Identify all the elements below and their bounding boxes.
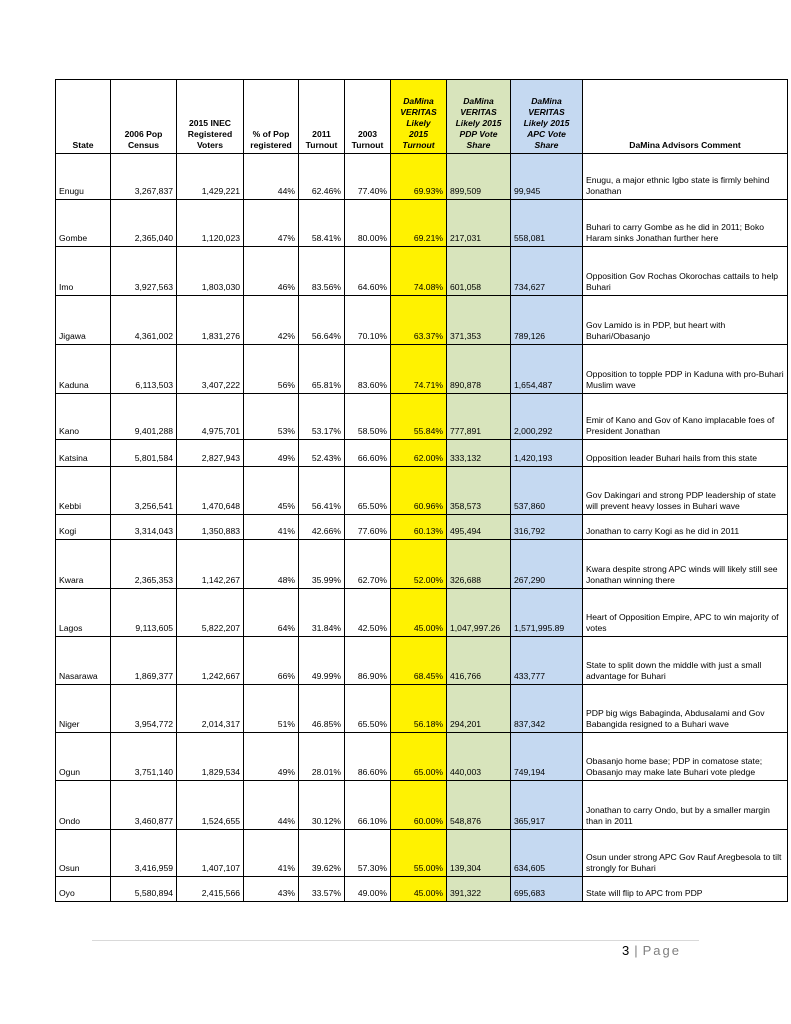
cell-2011-turnout: 62.46% (299, 154, 345, 200)
table-row (56, 830, 788, 877)
header-pop-census: 2006 Pop Census (111, 80, 177, 154)
cell-2011-turnout: 42.66% (299, 515, 345, 540)
cell-comment: Jonathan to carry Ondo, but by a smaller margin than in 2011 (583, 781, 788, 830)
cell-likely-turnout: 60.00% (391, 781, 447, 830)
cell-pdp-vote-share: 548,876 (447, 781, 511, 830)
cell-apc-vote-share: 99,945 (511, 154, 583, 200)
cell-2003-turnout: 77.60% (345, 515, 391, 540)
cell-2003-turnout: 86.90% (345, 637, 391, 685)
table-row (56, 637, 788, 685)
cell-registered-voters: 2,415,566 (177, 877, 244, 902)
cell-apc-vote-share: 267,290 (511, 540, 583, 589)
cell-likely-turnout: 62.00% (391, 440, 447, 467)
cell-registered-voters: 1,120,023 (177, 200, 244, 247)
cell-pct-registered: 42% (244, 296, 299, 345)
cell-comment: Emir of Kano and Gov of Kano implacable foes of President Jonathan (583, 394, 788, 440)
cell-2003-turnout: 70.10% (345, 296, 391, 345)
cell-registered-voters: 1,142,267 (177, 540, 244, 589)
table-row (56, 877, 788, 902)
cell-2003-turnout: 83.60% (345, 345, 391, 394)
cell-registered-voters: 1,350,883 (177, 515, 244, 540)
cell-pop-census: 3,314,043 (111, 515, 177, 540)
cell-comment: Opposition Gov Rochas Okorochas cattails to help Buhari (583, 247, 788, 296)
page-footer (622, 943, 681, 958)
header-advisors-comment: DaMina Advisors Comment (583, 80, 788, 154)
cell-likely-turnout: 60.96% (391, 467, 447, 515)
cell-apc-vote-share: 734,627 (511, 247, 583, 296)
cell-comment: State will flip to APC from PDP (583, 877, 788, 902)
cell-pct-registered: 49% (244, 440, 299, 467)
header-2011-turnout: 2011 Turnout (299, 80, 345, 154)
cell-2011-turnout: 28.01% (299, 733, 345, 781)
cell-pdp-vote-share: 495,494 (447, 515, 511, 540)
cell-pop-census: 3,954,772 (111, 685, 177, 733)
cell-2003-turnout: 57.30% (345, 830, 391, 877)
cell-pct-registered: 41% (244, 515, 299, 540)
cell-registered-voters: 1,470,648 (177, 467, 244, 515)
cell-pdp-vote-share: 333,132 (447, 440, 511, 467)
cell-registered-voters: 2,014,317 (177, 685, 244, 733)
cell-likely-turnout: 55.00% (391, 830, 447, 877)
header-row (56, 80, 788, 154)
table-row (56, 440, 788, 467)
cell-apc-vote-share: 558,081 (511, 200, 583, 247)
cell-pct-registered: 48% (244, 540, 299, 589)
cell-2011-turnout: 56.41% (299, 467, 345, 515)
table-row (56, 296, 788, 345)
page-number: 3 (622, 943, 630, 958)
cell-likely-turnout: 56.18% (391, 685, 447, 733)
cell-pdp-vote-share: 601,058 (447, 247, 511, 296)
cell-pop-census: 3,256,541 (111, 467, 177, 515)
cell-pop-census: 2,365,353 (111, 540, 177, 589)
cell-pct-registered: 46% (244, 247, 299, 296)
header-state: State (56, 80, 111, 154)
cell-comment: Kwara despite strong APC winds will likely still see Jonathan winning there (583, 540, 788, 589)
cell-pdp-vote-share: 416,766 (447, 637, 511, 685)
cell-likely-turnout: 65.00% (391, 733, 447, 781)
cell-2003-turnout: 77.40% (345, 154, 391, 200)
cell-state: Kaduna (56, 345, 111, 394)
cell-apc-vote-share: 1,571,995.89 (511, 589, 583, 637)
cell-likely-turnout: 60.13% (391, 515, 447, 540)
cell-2003-turnout: 80.00% (345, 200, 391, 247)
cell-2011-turnout: 53.17% (299, 394, 345, 440)
cell-comment: Gov Lamido is in PDP, but heart with Buhari/Obasanjo (583, 296, 788, 345)
cell-likely-turnout: 68.45% (391, 637, 447, 685)
cell-2011-turnout: 58.41% (299, 200, 345, 247)
cell-2011-turnout: 52.43% (299, 440, 345, 467)
cell-registered-voters: 5,822,207 (177, 589, 244, 637)
cell-pdp-vote-share: 440,003 (447, 733, 511, 781)
footer-separator: | (634, 943, 638, 958)
cell-state: Kogi (56, 515, 111, 540)
cell-pop-census: 9,401,288 (111, 394, 177, 440)
cell-2003-turnout: 65.50% (345, 685, 391, 733)
cell-comment: Enugu, a major ethnic Igbo state is firmly behind Jonathan (583, 154, 788, 200)
cell-pop-census: 1,869,377 (111, 637, 177, 685)
cell-likely-turnout: 45.00% (391, 877, 447, 902)
cell-pct-registered: 64% (244, 589, 299, 637)
cell-likely-turnout: 55.84% (391, 394, 447, 440)
cell-comment: Osun under strong APC Gov Rauf Aregbesola to tilt strongly for Buhari (583, 830, 788, 877)
cell-2003-turnout: 65.50% (345, 467, 391, 515)
cell-pop-census: 4,361,002 (111, 296, 177, 345)
table-row (56, 515, 788, 540)
page-label: Page (642, 943, 681, 958)
cell-state: Katsina (56, 440, 111, 467)
cell-comment: State to split down the middle with just a small advantage for Buhari (583, 637, 788, 685)
cell-pop-census: 5,580,894 (111, 877, 177, 902)
table-row (56, 685, 788, 733)
cell-apc-vote-share: 1,420,193 (511, 440, 583, 467)
cell-2011-turnout: 65.81% (299, 345, 345, 394)
cell-pct-registered: 44% (244, 781, 299, 830)
cell-2003-turnout: 62.70% (345, 540, 391, 589)
table-row (56, 200, 788, 247)
cell-pdp-vote-share: 1,047,997.26 (447, 589, 511, 637)
cell-state: Kwara (56, 540, 111, 589)
cell-2011-turnout: 49.99% (299, 637, 345, 685)
cell-registered-voters: 1,242,667 (177, 637, 244, 685)
cell-2003-turnout: 86.60% (345, 733, 391, 781)
cell-registered-voters: 1,829,534 (177, 733, 244, 781)
cell-2003-turnout: 58.50% (345, 394, 391, 440)
table-row (56, 154, 788, 200)
cell-pdp-vote-share: 371,353 (447, 296, 511, 345)
cell-apc-vote-share: 837,342 (511, 685, 583, 733)
cell-state: Imo (56, 247, 111, 296)
cell-pop-census: 6,113,503 (111, 345, 177, 394)
cell-2011-turnout: 83.56% (299, 247, 345, 296)
cell-pct-registered: 51% (244, 685, 299, 733)
cell-apc-vote-share: 2,000,292 (511, 394, 583, 440)
cell-state: Jigawa (56, 296, 111, 345)
cell-pdp-vote-share: 139,304 (447, 830, 511, 877)
cell-pdp-vote-share: 777,891 (447, 394, 511, 440)
table-row (56, 589, 788, 637)
header-likely-turnout: DaMina VERITAS Likely 2015 Turnout (391, 80, 447, 154)
header-2003-turnout: 2003 Turnout (345, 80, 391, 154)
cell-comment: PDP big wigs Babaginda, Abdusalami and Gov Babangida resigned to a Buhari wave (583, 685, 788, 733)
cell-comment: Opposition to topple PDP in Kaduna with pro-Buhari Muslim wave (583, 345, 788, 394)
cell-pop-census: 3,927,563 (111, 247, 177, 296)
cell-comment: Obasanjo home base; PDP in comatose state; Obasanjo may make late Buhari vote pledge (583, 733, 788, 781)
cell-likely-turnout: 69.21% (391, 200, 447, 247)
cell-state: Niger (56, 685, 111, 733)
cell-registered-voters: 3,407,222 (177, 345, 244, 394)
cell-state: Kebbi (56, 467, 111, 515)
cell-pop-census: 5,801,584 (111, 440, 177, 467)
election-forecast-table (55, 79, 788, 902)
cell-2011-turnout: 31.84% (299, 589, 345, 637)
header-pdp-vote-share: DaMina VERITAS Likely 2015 PDP Vote Share (447, 80, 511, 154)
cell-pop-census: 3,751,140 (111, 733, 177, 781)
cell-pct-registered: 41% (244, 830, 299, 877)
cell-apc-vote-share: 365,917 (511, 781, 583, 830)
cell-apc-vote-share: 1,654,487 (511, 345, 583, 394)
cell-2011-turnout: 39.62% (299, 830, 345, 877)
cell-pdp-vote-share: 358,573 (447, 467, 511, 515)
cell-pdp-vote-share: 890,878 (447, 345, 511, 394)
cell-likely-turnout: 52.00% (391, 540, 447, 589)
cell-apc-vote-share: 433,777 (511, 637, 583, 685)
cell-2011-turnout: 30.12% (299, 781, 345, 830)
cell-pdp-vote-share: 326,688 (447, 540, 511, 589)
cell-apc-vote-share: 537,860 (511, 467, 583, 515)
cell-state: Gombe (56, 200, 111, 247)
cell-pdp-vote-share: 217,031 (447, 200, 511, 247)
cell-apc-vote-share: 695,683 (511, 877, 583, 902)
header-apc-vote-share: DaMina VERITAS Likely 2015 APC Vote Share (511, 80, 583, 154)
table-row (56, 345, 788, 394)
cell-pct-registered: 45% (244, 467, 299, 515)
cell-pct-registered: 66% (244, 637, 299, 685)
cell-pdp-vote-share: 391,322 (447, 877, 511, 902)
cell-apc-vote-share: 749,194 (511, 733, 583, 781)
cell-registered-voters: 1,524,655 (177, 781, 244, 830)
footer-divider (92, 940, 699, 941)
header-pct-registered: % of Pop registered (244, 80, 299, 154)
table-row (56, 467, 788, 515)
table-row (56, 781, 788, 830)
cell-likely-turnout: 74.08% (391, 247, 447, 296)
cell-2011-turnout: 35.99% (299, 540, 345, 589)
cell-2003-turnout: 64.60% (345, 247, 391, 296)
cell-state: Kano (56, 394, 111, 440)
cell-state: Ogun (56, 733, 111, 781)
table-row (56, 394, 788, 440)
cell-pop-census: 3,460,877 (111, 781, 177, 830)
cell-pop-census: 9,113,605 (111, 589, 177, 637)
cell-pct-registered: 44% (244, 154, 299, 200)
cell-pct-registered: 47% (244, 200, 299, 247)
cell-apc-vote-share: 316,792 (511, 515, 583, 540)
cell-2011-turnout: 33.57% (299, 877, 345, 902)
cell-registered-voters: 1,407,107 (177, 830, 244, 877)
cell-2011-turnout: 46.85% (299, 685, 345, 733)
cell-comment: Gov Dakingari and strong PDP leadership of state will prevent heavy losses in Buhari wave (583, 467, 788, 515)
cell-comment: Buhari to carry Gombe as he did in 2011; Boko Haram sinks Jonathan further here (583, 200, 788, 247)
header-registered-voters: 2015 INEC Registered Voters (177, 80, 244, 154)
cell-pct-registered: 49% (244, 733, 299, 781)
cell-comment: Heart of Opposition Empire, APC to win majority of votes (583, 589, 788, 637)
cell-comment: Jonathan to carry Kogi as he did in 2011 (583, 515, 788, 540)
cell-pop-census: 2,365,040 (111, 200, 177, 247)
cell-pdp-vote-share: 899,509 (447, 154, 511, 200)
cell-pop-census: 3,267,837 (111, 154, 177, 200)
table-row (56, 247, 788, 296)
cell-registered-voters: 1,429,221 (177, 154, 244, 200)
table-row (56, 540, 788, 589)
cell-registered-voters: 1,831,276 (177, 296, 244, 345)
cell-likely-turnout: 69.93% (391, 154, 447, 200)
cell-registered-voters: 4,975,701 (177, 394, 244, 440)
cell-pct-registered: 56% (244, 345, 299, 394)
cell-state: Osun (56, 830, 111, 877)
cell-pct-registered: 43% (244, 877, 299, 902)
cell-state: Nasarawa (56, 637, 111, 685)
cell-2003-turnout: 66.60% (345, 440, 391, 467)
cell-apc-vote-share: 634,605 (511, 830, 583, 877)
cell-state: Ondo (56, 781, 111, 830)
cell-state: Lagos (56, 589, 111, 637)
cell-pdp-vote-share: 294,201 (447, 685, 511, 733)
cell-comment: Opposition leader Buhari hails from this state (583, 440, 788, 467)
cell-likely-turnout: 74.71% (391, 345, 447, 394)
cell-registered-voters: 2,827,943 (177, 440, 244, 467)
cell-state: Oyo (56, 877, 111, 902)
cell-pop-census: 3,416,959 (111, 830, 177, 877)
cell-likely-turnout: 63.37% (391, 296, 447, 345)
cell-pct-registered: 53% (244, 394, 299, 440)
cell-state: Enugu (56, 154, 111, 200)
cell-2003-turnout: 66.10% (345, 781, 391, 830)
table-row (56, 733, 788, 781)
cell-registered-voters: 1,803,030 (177, 247, 244, 296)
cell-2003-turnout: 42.50% (345, 589, 391, 637)
cell-apc-vote-share: 789,126 (511, 296, 583, 345)
table-body (56, 154, 788, 902)
cell-2003-turnout: 49.00% (345, 877, 391, 902)
cell-2011-turnout: 56.64% (299, 296, 345, 345)
cell-likely-turnout: 45.00% (391, 589, 447, 637)
